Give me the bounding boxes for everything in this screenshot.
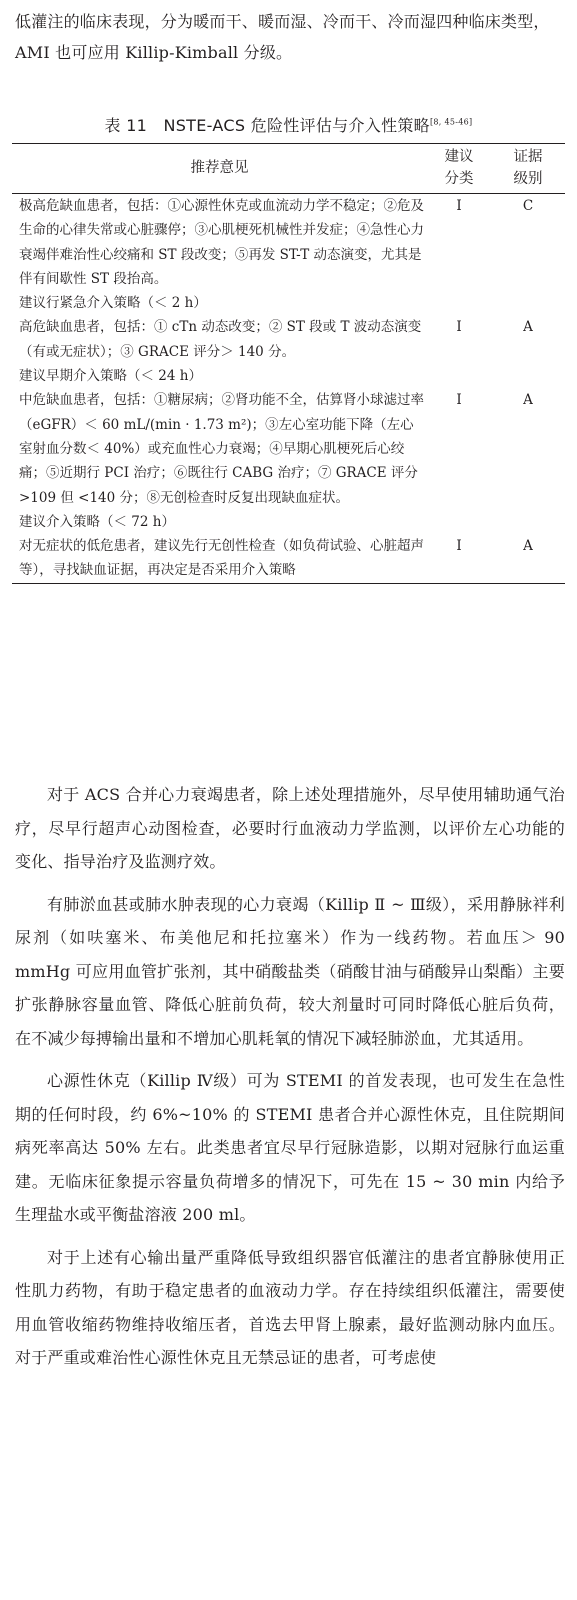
paragraph: 有肺淤血甚或肺水肿表现的心力衰竭（Killip Ⅱ ~ Ⅲ级），采用静脉袢利尿剂（如呋塞米、布美他尼和托拉塞米）作为一线药物。若血压＞ 90 mmHg 可应用血管扩张剂，其中硝酸盐类（硝酸甘油与硝酸异山梨酯）主要扩张静脉容量血管、降低心脏前负荷，较大剂量时可同时降低心脏后负荷，在不减少每搏输出量和不增加心肌耗氧的情况下减轻肺淤血，尤其适用。 xyxy=(15,894,565,1048)
class-cell: I xyxy=(456,392,462,409)
class-cell: I xyxy=(456,198,462,214)
paragraph: 心源性休克（Killip Ⅳ级）可为 STEMI 的首发表现，也可发生在急性期的任何时段，约 6%~10% 的 STEMI 患者合并心源性休克，且住院期间病死率高达 50% 左右。此类患者宜尽早行冠脉造影，以期对冠脉行血运重建。无临床征象提示容量负荷增多的情况下，可先在 15 ~ 30 min 内给予生理盐水或平衡盐溶液 200 ml。 xyxy=(15,1071,565,1224)
level-cell xyxy=(491,291,565,315)
recommendation-cell: 高危缺血患者，包括：① cTn 动态改变；② ST 段或 T 波动态演变（有或无症状）；③ GRACE 评分＞ 140 分。 xyxy=(19,319,422,360)
class-cell xyxy=(427,364,491,388)
intro-paragraph: 低灌注的临床表现，分为暖而干、暖而湿、冷而干、冷而湿四种临床类型，AMI 也可应用 Killip-Kimball 分级。 xyxy=(15,12,550,62)
table-header-row xyxy=(12,144,565,194)
level-cell xyxy=(491,364,565,388)
recommendation-cell: 建议行紧急介入策略（＜ 2 h） xyxy=(19,295,207,312)
table-row xyxy=(12,510,565,534)
class-cell xyxy=(427,510,491,534)
class-cell xyxy=(427,291,491,315)
table-row xyxy=(12,194,565,292)
level-cell: A xyxy=(523,392,533,409)
table-row xyxy=(12,364,565,388)
header-class: 建议分类 xyxy=(427,144,491,194)
class-cell: I xyxy=(456,538,462,555)
table-row xyxy=(12,534,565,583)
recommendation-cell: 极高危缺血患者，包括：①心源性休克或血流动力学不稳定；②危及生命的心律失常或心脏骤停；③心肌梗死机械性并发症；④急性心力衰竭伴难治性心绞痛和 ST 段改变；⑤再发 ST-T 动态演变，尤其是伴有间歇性 ST 段抬高。 xyxy=(19,198,424,287)
level-cell: C xyxy=(522,198,534,214)
level-cell: A xyxy=(523,538,533,555)
table-row xyxy=(12,388,565,509)
paragraph: 对于上述有心输出量严重降低导致组织器官低灌注的患者宜静脉使用正性肌力药物，有助于稳定患者的血液动力学。存在持续组织低灌注，需要使用血管收缩药物维持收缩压者，首选去甲肾上腺素，最好监测动脉内血压。对于严重或难治性心源性休克且无禁忌证的患者，可考虑使 xyxy=(15,1247,565,1367)
header-recommendation: 推荐意见 xyxy=(12,144,427,194)
table-caption-ref: [8, 45-46] xyxy=(429,117,473,127)
body-text xyxy=(15,778,565,1384)
table-caption xyxy=(0,113,577,136)
class-cell: I xyxy=(456,319,462,336)
level-cell xyxy=(491,510,565,534)
recommendation-cell: 中危缺血患者，包括：①糖尿病；②肾功能不全，估算肾小球滤过率（eGFR）＜ 60 mL/(min · 1.73 m²)；③左心室功能下降（左心室射血分数＜ 40%）或充血性心力衰竭；④早期心肌梗死后心绞痛；⑤近期行 PCI 治疗；⑥既往行 CABG 治疗；⑦ GRACE 评分 >109 但 <140 分；⑧无创检查时反复出现缺血症状。 xyxy=(19,392,424,506)
recommendation-cell: 建议介入策略（＜ 72 h） xyxy=(19,513,175,530)
table-row xyxy=(12,291,565,315)
recommendation-cell: 对无症状的低危患者，建议先行无创性检查（如负荷试验、心脏超声等），寻找缺血证据，再决定是否采用介入策略 xyxy=(19,538,424,579)
level-cell: A xyxy=(523,319,533,336)
table-body xyxy=(12,194,565,584)
risk-strategy-table xyxy=(12,143,565,584)
header-level: 证据级别 xyxy=(491,144,565,194)
table-row xyxy=(12,315,565,364)
table-caption-title: 表 11 NSTE-ACS 危险性评估与介入性策略 xyxy=(104,116,430,135)
recommendation-cell: 建议早期介入策略（＜ 24 h） xyxy=(19,368,202,385)
paragraph: 对于 ACS 合并心力衰竭患者，除上述处理措施外，尽早使用辅助通气治疗，尽早行超声心动图检查，必要时行血液动力学监测，以评价左心功能的变化、指导治疗及监测疗效。 xyxy=(15,785,565,871)
